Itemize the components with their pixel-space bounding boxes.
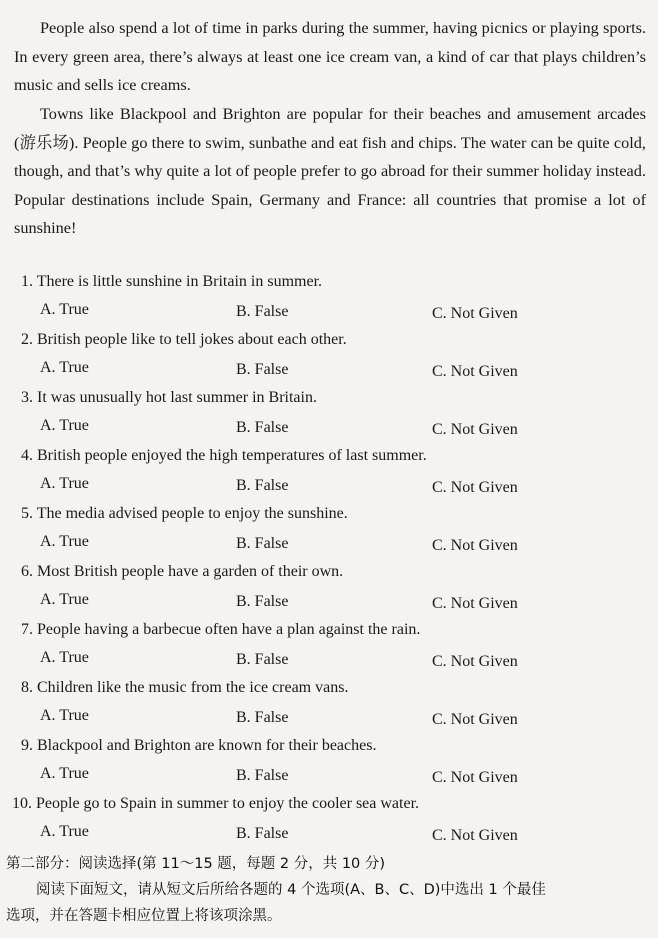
option-c[interactable]: C. Not Given [432, 711, 518, 728]
question-stem: 1. There is little sunshine in Britain in summer. [21, 273, 323, 290]
option-a[interactable]: A. True [40, 823, 89, 840]
question-stem: 5. The media advised people to enjoy the sunshine. [21, 505, 348, 522]
section-instruction: 阅读下面短文，请从短文后所给各题的 4 个选项(A、B、C、D)中选出 1 个最佳 [36, 882, 546, 898]
option-c[interactable]: C. Not Given [432, 479, 518, 496]
question-stem: 8. Children like the music from the ice cream vans. [21, 679, 349, 696]
option-b[interactable]: B. False [236, 361, 289, 378]
option-a[interactable]: A. True [40, 765, 89, 782]
passage-paragraph-2 [14, 100, 646, 243]
option-a[interactable]: A. True [40, 591, 89, 608]
paragraph-text: People also spend a lot of time in parks during the summer, having picnics or playing sports. In every green area, there’s always at least one ice cream van, a kind of car that plays children’s music and sells ice creams. [14, 18, 646, 95]
section-instruction: 选项，并在答题卡相应位置上将该项涂黑。 [6, 908, 282, 924]
option-b[interactable]: B. False [236, 651, 289, 668]
question-stem: 9. Blackpool and Brighton are known for their beaches. [21, 737, 377, 754]
question-stem: 7. People having a barbecue often have a plan against the rain. [21, 621, 421, 638]
question-stem: 3. It was unusually hot last summer in Britain. [21, 389, 317, 406]
option-b[interactable]: B. False [236, 477, 289, 494]
option-b[interactable]: B. False [236, 825, 289, 842]
option-a[interactable]: A. True [40, 359, 89, 376]
option-c[interactable]: C. Not Given [432, 653, 518, 670]
option-b[interactable]: B. False [236, 767, 289, 784]
option-a[interactable]: A. True [40, 533, 89, 550]
option-a[interactable]: A. True [40, 301, 89, 318]
option-a[interactable]: A. True [40, 707, 89, 724]
option-b[interactable]: B. False [236, 535, 289, 552]
option-b[interactable]: B. False [236, 419, 289, 436]
option-a[interactable]: A. True [40, 475, 89, 492]
paragraph-text: Towns like Blackpool and Brighton are popular for their beaches and amusement arcades (游乐场). People go there to swim, sunbathe and eat fish and chips. The water can be quite cold, though, and that’s why quite a lot of people prefer to go abroad for their summer holiday instead. Popular destinations include Spain, Germany and France: all countries that promise a lot of sunshine! [14, 104, 646, 238]
option-c[interactable]: C. Not Given [432, 769, 518, 786]
option-c[interactable]: C. Not Given [432, 595, 518, 612]
option-c[interactable]: C. Not Given [432, 363, 518, 380]
option-c[interactable]: C. Not Given [432, 421, 518, 438]
section-heading: 第二部分：阅读选择(第 11～15 题，每题 2 分，共 10 分) [6, 856, 386, 872]
option-b[interactable]: B. False [236, 303, 289, 320]
question-stem: 4. British people enjoyed the high temperatures of last summer. [21, 447, 427, 464]
passage-paragraph-1 [14, 14, 646, 100]
question-stem: 10. People go to Spain in summer to enjoy the cooler sea water. [12, 795, 420, 812]
option-c[interactable]: C. Not Given [432, 305, 518, 322]
question-stem: 6. Most British people have a garden of their own. [21, 563, 344, 580]
option-c[interactable]: C. Not Given [432, 827, 518, 844]
option-b[interactable]: B. False [236, 709, 289, 726]
question-stem: 2. British people like to tell jokes about each other. [21, 331, 347, 348]
option-c[interactable]: C. Not Given [432, 537, 518, 554]
option-a[interactable]: A. True [40, 649, 89, 666]
option-b[interactable]: B. False [236, 593, 289, 610]
option-a[interactable]: A. True [40, 417, 89, 434]
